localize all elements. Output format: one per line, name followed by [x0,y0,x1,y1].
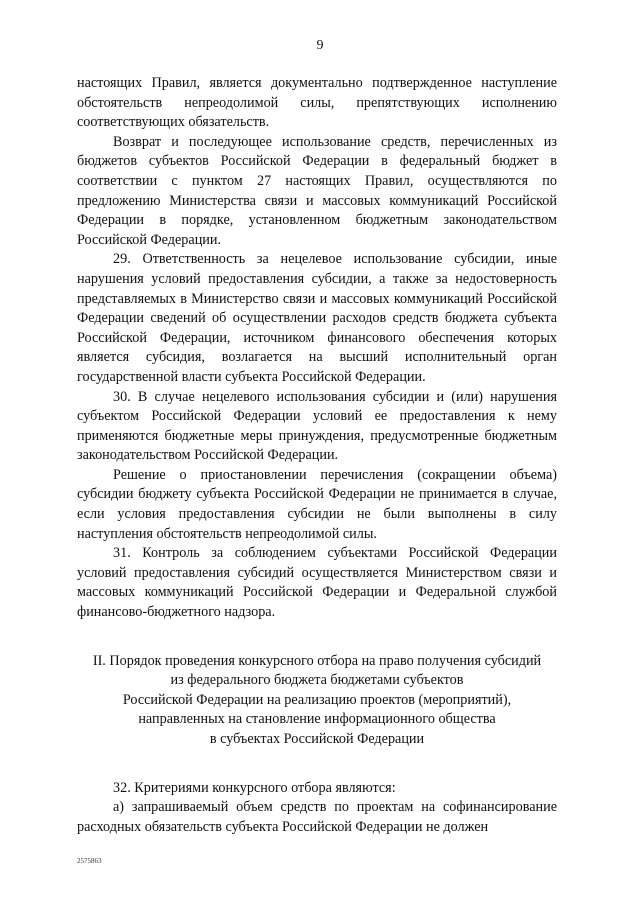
section-title [77,652,557,750]
paragraph: 29. Ответственность за нецелевое использование субсидии, иные нарушения условий предоставления субсидии, а также за недостоверность представляемых в Министерство связи и массовых коммуникаций Российской Федерации сведений об осуществлении расходов средств бюджета субъекта Российской Федерации, источником финансового обеспечения которых является субсидия, возлагается на высший исполнительный орган государственной власти субъекта Российской Федерации. [77,251,557,385]
paragraph: Решение о приостановлении перечисления (сокращении объема) субсидии бюджету субъекта Российской Федерации не принимается в случае, если условия предоставления субсидии не были выполнены в силу наступления обстоятельств непреодолимой силы. [77,466,557,542]
section-title-line: в субъектах Российской Федерации [209,731,425,747]
paragraph: 30. В случае нецелевого использования субсидии и (или) нарушения субъектом Российской Федерации условий ее предоставления к нему применяются бюджетные меры принуждения, предусмотренные бюджетным законодательством Российской Федерации. [77,388,557,464]
section-title-line: направленных на становление информационного общества [138,711,496,728]
paragraph: настоящих Правил, является документально подтвержденное наступление обстоятельств непреодолимой силы, препятствующих исполнению соответствующих обязательств. [77,75,557,131]
paragraph: 31. Контроль за соблюдением субъектами Российской Федерации условий предоставления субсидий осуществляется Министерством связи и массовых коммуникаций Российской Федерации и Федеральной службой финансово-бюджетного надзора. [77,545,557,621]
paragraph: а) запрашиваемый объем средств по проектам на софинансирование расходных обязательств субъекта Российской Федерации не должен [77,799,557,835]
paragraph: 32. Критериями конкурсного отбора являются: [113,779,396,796]
page-number: 9 [316,38,324,53]
paragraph: Возврат и последующее использование средств, перечисленных из бюджетов субъектов Российской Федерации в федеральный бюджет в соответствии с пунктом 27 настоящих Правил, осуществляются по предложению Министерства связи и массовых коммуникаций Российской Федерации в порядке, установленном бюджетным законодательством Российской Федерации. [77,133,557,248]
document-id: 2575863 [77,857,102,865]
document-body [77,74,557,837]
section-title-line: Российской Федерации на реализацию проектов (мероприятий), [122,691,512,708]
section-title-line: II. Порядок проведения конкурсного отбора на право получения субсидий [92,652,542,669]
section-title-line: из федерального бюджета бюджетами субъектов [170,672,464,689]
